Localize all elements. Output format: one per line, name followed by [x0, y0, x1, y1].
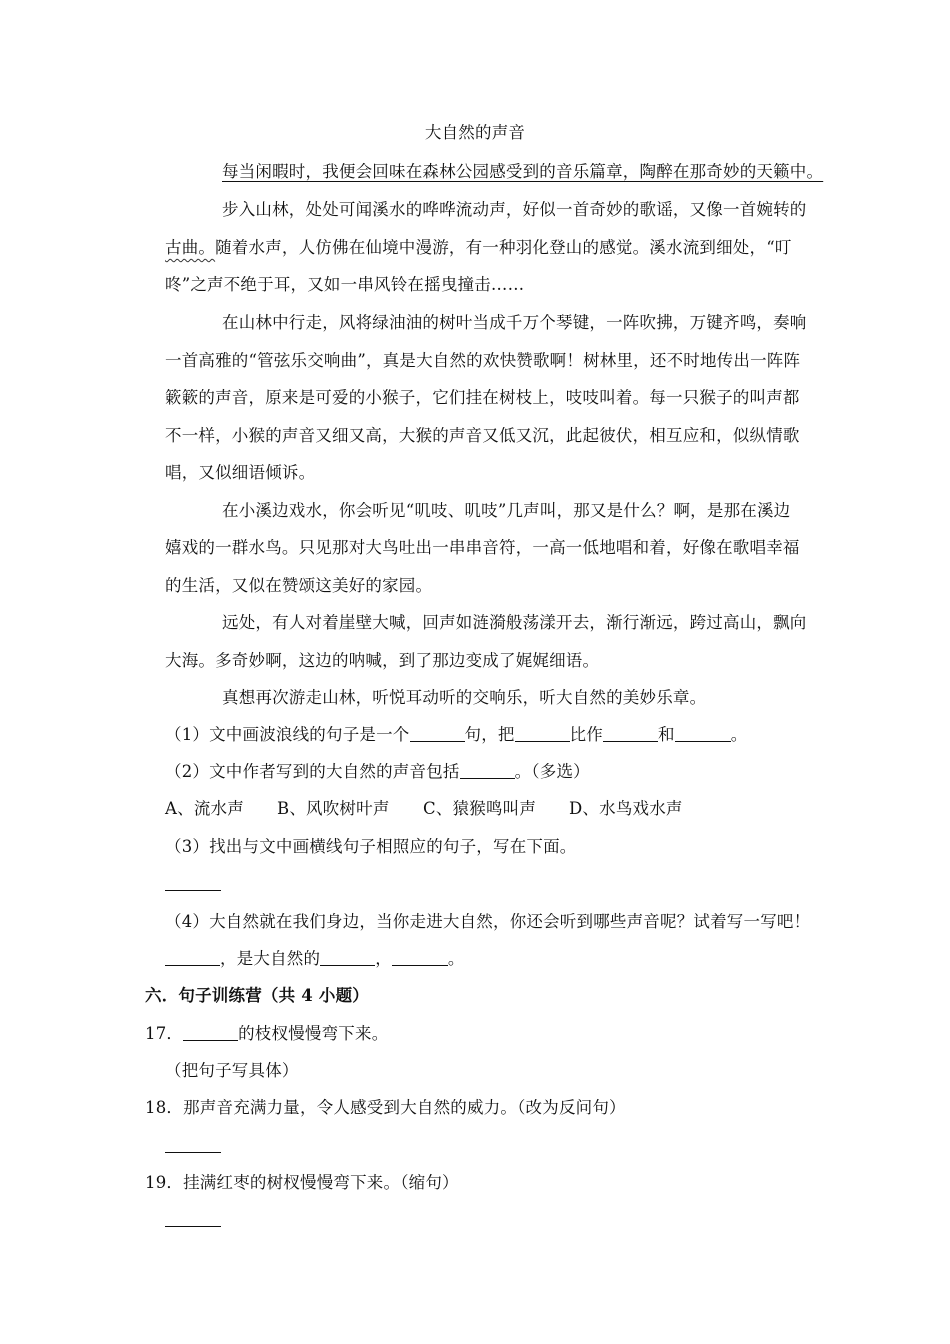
question-3-answer: [165, 873, 221, 895]
answer-blank[interactable]: [675, 725, 731, 742]
paragraph-2-line-2: [165, 237, 792, 259]
paragraph-2-line-3: 咚”之声不绝于耳，又如一串风铃在摇曳撞击……: [165, 275, 525, 294]
answer-blank[interactable]: [165, 874, 221, 891]
wavy-underlined-sentence-end: 古曲。: [165, 238, 216, 257]
question-18: 18．那声音充满力量，令人感受到大自然的威力。（改为反问句）: [145, 1098, 626, 1117]
question-4-answer: [165, 948, 465, 970]
question-2-text: （2）文中作者写到的大自然的声音包括: [165, 762, 460, 781]
question-2: [165, 761, 590, 783]
paragraph-2-line-1: 步入山林，处处可闻溪水的哗哗流动声，好似一首奇妙的歌谣，又像一首婉转的: [222, 200, 807, 219]
paragraph-3-line-2: 一首高雅的“管弦乐交响曲”，真是大自然的欢快赞歌啊！树林里，还不时地传出一阵阵: [165, 351, 801, 370]
paragraph-4-line-1: 在小溪边戏水，你会听见“叽吱、叽吱”几声叫，那又是什么？啊，是那在溪边: [222, 501, 791, 520]
paragraph-3-line-1: 在山林中行走，风将绿油油的树叶当成千万个琴键，一阵吹拂，万键齐鸣，奏响: [222, 313, 807, 332]
answer-blank[interactable]: [515, 725, 570, 742]
question-1-text: 。: [730, 725, 748, 744]
question-19-answer: [165, 1209, 221, 1231]
question-1-text: 和: [658, 725, 675, 744]
question-17-text: 的枝杈慢慢弯下来。: [238, 1024, 389, 1043]
question-4: （4）大自然就在我们身边，当你走进大自然，你还会听到哪些声音呢？试着写一写吧！: [165, 912, 811, 931]
question-3: （3）找出与文中画横线句子相照应的句子，写在下面。: [165, 837, 577, 856]
question-4-text: 。: [447, 949, 465, 968]
question-4-text: ，是大自然的: [220, 949, 321, 968]
question-1-text: （1）文中画波浪线的句子是一个: [165, 725, 410, 744]
paragraph-3-line-4: 不一样，小猴的声音又细又高，大猴的声音又低又沉，此起彼伏，相互应和，似纵情歌: [165, 426, 800, 445]
paragraph-5-line-1: 远处，有人对着崖壁大喊，回声如涟漪般荡漾开去，渐行渐远，跨过高山，飘向: [222, 613, 807, 632]
question-1: [165, 724, 747, 746]
paragraph-3-line-3: 簌簌的声音，原来是可爱的小猴子，它们挂在树枝上，吱吱叫着。每一只猴子的叫声都: [165, 388, 800, 407]
paragraph-4-line-2: 嬉戏的一群水鸟。只见那对大鸟吐出一串串音符，一高一低地唱和着，好像在歌唱幸福: [165, 538, 800, 557]
question-18-answer: [165, 1135, 221, 1157]
answer-blank[interactable]: [165, 949, 220, 966]
answer-blank[interactable]: [183, 1024, 238, 1041]
question-2-text: 。（多选）: [514, 762, 590, 781]
answer-blank[interactable]: [165, 1210, 221, 1227]
option-d[interactable]: D、水鸟戏水声: [569, 799, 683, 818]
question-1-text: 比作: [569, 725, 604, 744]
answer-blank[interactable]: [603, 725, 658, 742]
answer-blank[interactable]: [460, 762, 515, 779]
question-17-note: （把句子写具体）: [165, 1061, 299, 1080]
question-19: 19．挂满红枣的树杈慢慢弯下来。（缩句）: [145, 1173, 459, 1192]
question-17: [145, 1023, 388, 1045]
question-2-options: [165, 798, 683, 820]
question-1-text: 句，把: [464, 725, 515, 744]
section-heading: 六．句子训练营（共 4 小题）: [145, 986, 369, 1005]
option-b[interactable]: B、风吹树叶声: [277, 799, 390, 818]
answer-blank[interactable]: [165, 1136, 221, 1153]
underlined-sentence: 每当闲暇时，我便会回味在森林公园感受到的音乐篇章，陶醉在那奇妙的天籁中。: [222, 162, 824, 181]
question-number: 17．: [145, 1024, 184, 1043]
paragraph-3-line-5: 唱，又似细语倾诉。: [165, 463, 316, 482]
paragraph-4-line-3: 的生活，又似在赞颂这美好的家园。: [165, 576, 433, 595]
answer-blank[interactable]: [320, 949, 375, 966]
paragraph-5-line-2: 大海。多奇妙啊，这边的呐喊，到了那边变成了娓娓细语。: [165, 651, 600, 670]
paragraph-2-line-2-rest: 随着水声，人仿佛在仙境中漫游，有一种羽化登山的感觉。溪水流到细处，“叮: [215, 238, 792, 257]
answer-blank[interactable]: [392, 949, 448, 966]
question-4-text: ，: [375, 949, 392, 968]
answer-blank[interactable]: [410, 725, 465, 742]
option-a[interactable]: A、流水声: [165, 799, 244, 818]
paragraph-6: 真想再次游走山林，听悦耳动听的交响乐，听大自然的美妙乐章。: [222, 688, 707, 707]
passage-title: 大自然的声音: [424, 123, 526, 142]
option-c[interactable]: C、猿猴鸣叫声: [423, 799, 537, 818]
